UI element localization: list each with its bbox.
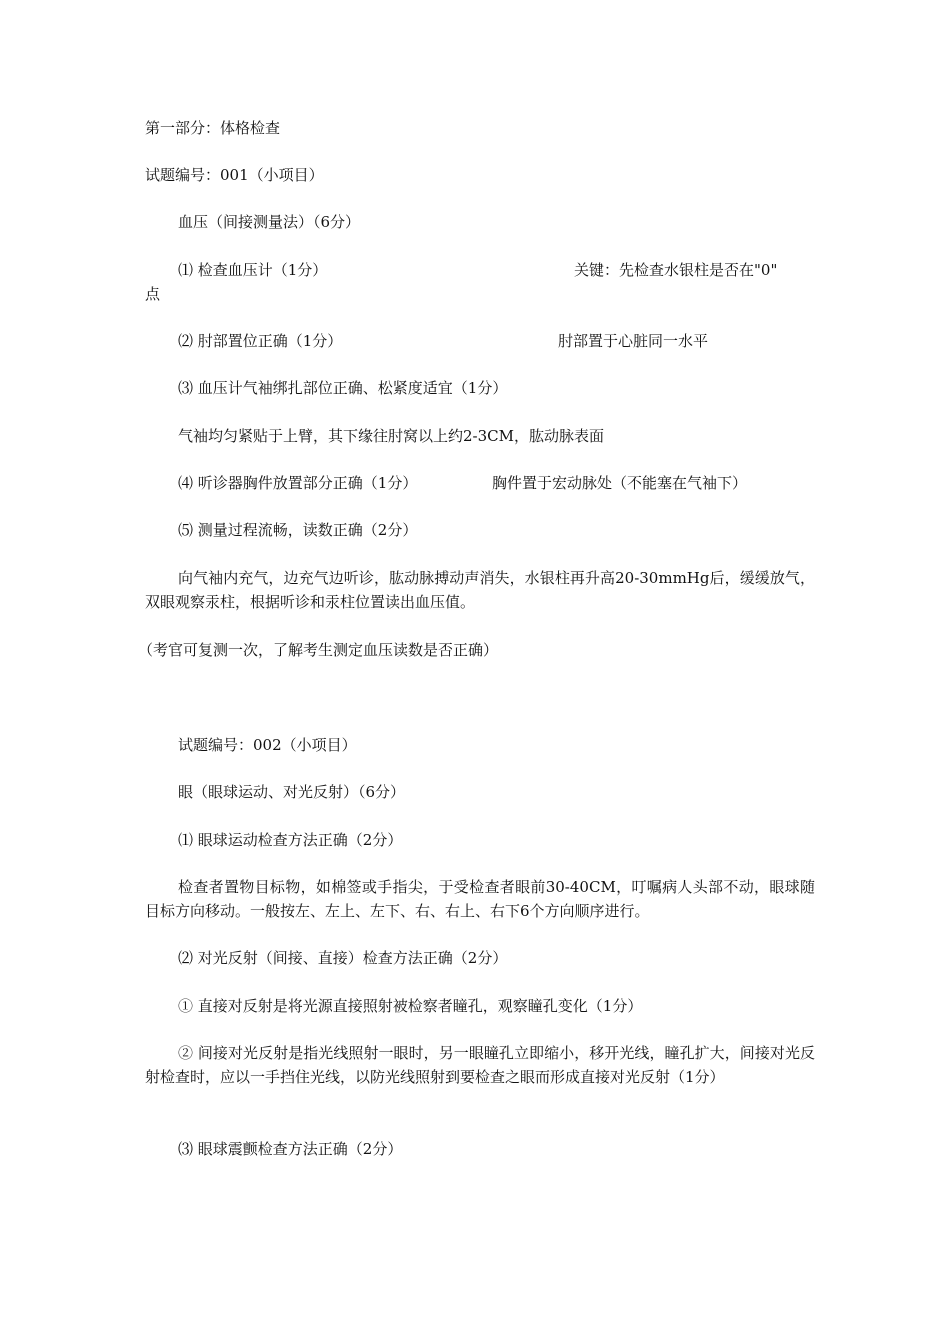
question-001-heading: 血压（间接测量法）（6分） bbox=[178, 213, 361, 231]
q001-item2 bbox=[178, 329, 815, 353]
question-002-number: 试题编号：002（小项目） bbox=[178, 736, 357, 754]
q001-item1-label: ⑴ 检查血压计（1分） bbox=[178, 261, 328, 279]
q001-item3-detail: 气袖均匀紧贴于上臂，其下缘往肘窝以上约2-3CM，肱动脉表面 bbox=[178, 427, 604, 445]
q001-note: （考官可复测一次，了解考生测定血压读数是否正确） bbox=[138, 641, 499, 659]
q001-item5-detail: 向气袖内充气，边充气边听诊，肱动脉搏动声消失，水银柱再升高20-30mmHg后，缓缓放气，双眼观察汞柱，根据听诊和汞柱位置读出血压值。 bbox=[145, 569, 815, 611]
q001-item3: ⑶ 血压计气袖绑扎部位正确、松紧度适宜（1分） bbox=[178, 379, 508, 397]
q001-item1-key-cont: 点 bbox=[145, 285, 161, 303]
q001-item5: ⑸ 测量过程流畅，读数正确（2分） bbox=[178, 521, 418, 539]
q002-item3: ⑶ 眼球震颤检查方法正确（2分） bbox=[178, 1140, 403, 1158]
question-002-heading: 眼（眼球运动、对光反射）（6分） bbox=[178, 783, 406, 801]
q001-item4 bbox=[178, 471, 815, 495]
q002-item1: ⑴ 眼球运动检查方法正确（2分） bbox=[178, 831, 403, 849]
q001-item4-label: ⑷ 听诊器胸件放置部分正确（1分） bbox=[178, 474, 418, 492]
q001-item1-key: 关键：先检查水银柱是否在"0" bbox=[574, 261, 778, 279]
q002-item1-detail: 检查者置物目标物，如棉签或手指尖，于受检查者眼前30-40CM，叮嘱病人头部不动，眼球随目标方向移动。一般按左、左上、左下、右、右上、右下6个方向顺序进行。 bbox=[145, 878, 815, 920]
q001-item4-key: 胸件置于宏动脉处（不能塞在气袖下） bbox=[492, 474, 748, 492]
question-001-number: 试题编号：001（小项目） bbox=[145, 166, 324, 184]
q001-item2-label: ⑵ 肘部置位正确（1分） bbox=[178, 332, 343, 350]
section-title: 第一部分：体格检查 bbox=[145, 119, 281, 137]
q001-item2-key: 肘部置于心脏同一水平 bbox=[558, 332, 709, 350]
q002-item2-sub2: ② 间接对光反射是指光线照射一眼时，另一眼瞳孔立即缩小，移开光线，瞳孔扩大，间接对光反射检查时，应以一手挡住光线，以防光线照射到要检查之眼而形成直接对光反射（1分） bbox=[145, 1044, 815, 1086]
q002-item2: ⑵ 对光反射（间接、直接）检查方法正确（2分） bbox=[178, 949, 508, 967]
q001-item1 bbox=[178, 258, 815, 282]
q002-item2-sub1: ① 直接对反射是将光源直接照射被检察者瞳孔，观察瞳孔变化（1分） bbox=[178, 997, 643, 1015]
